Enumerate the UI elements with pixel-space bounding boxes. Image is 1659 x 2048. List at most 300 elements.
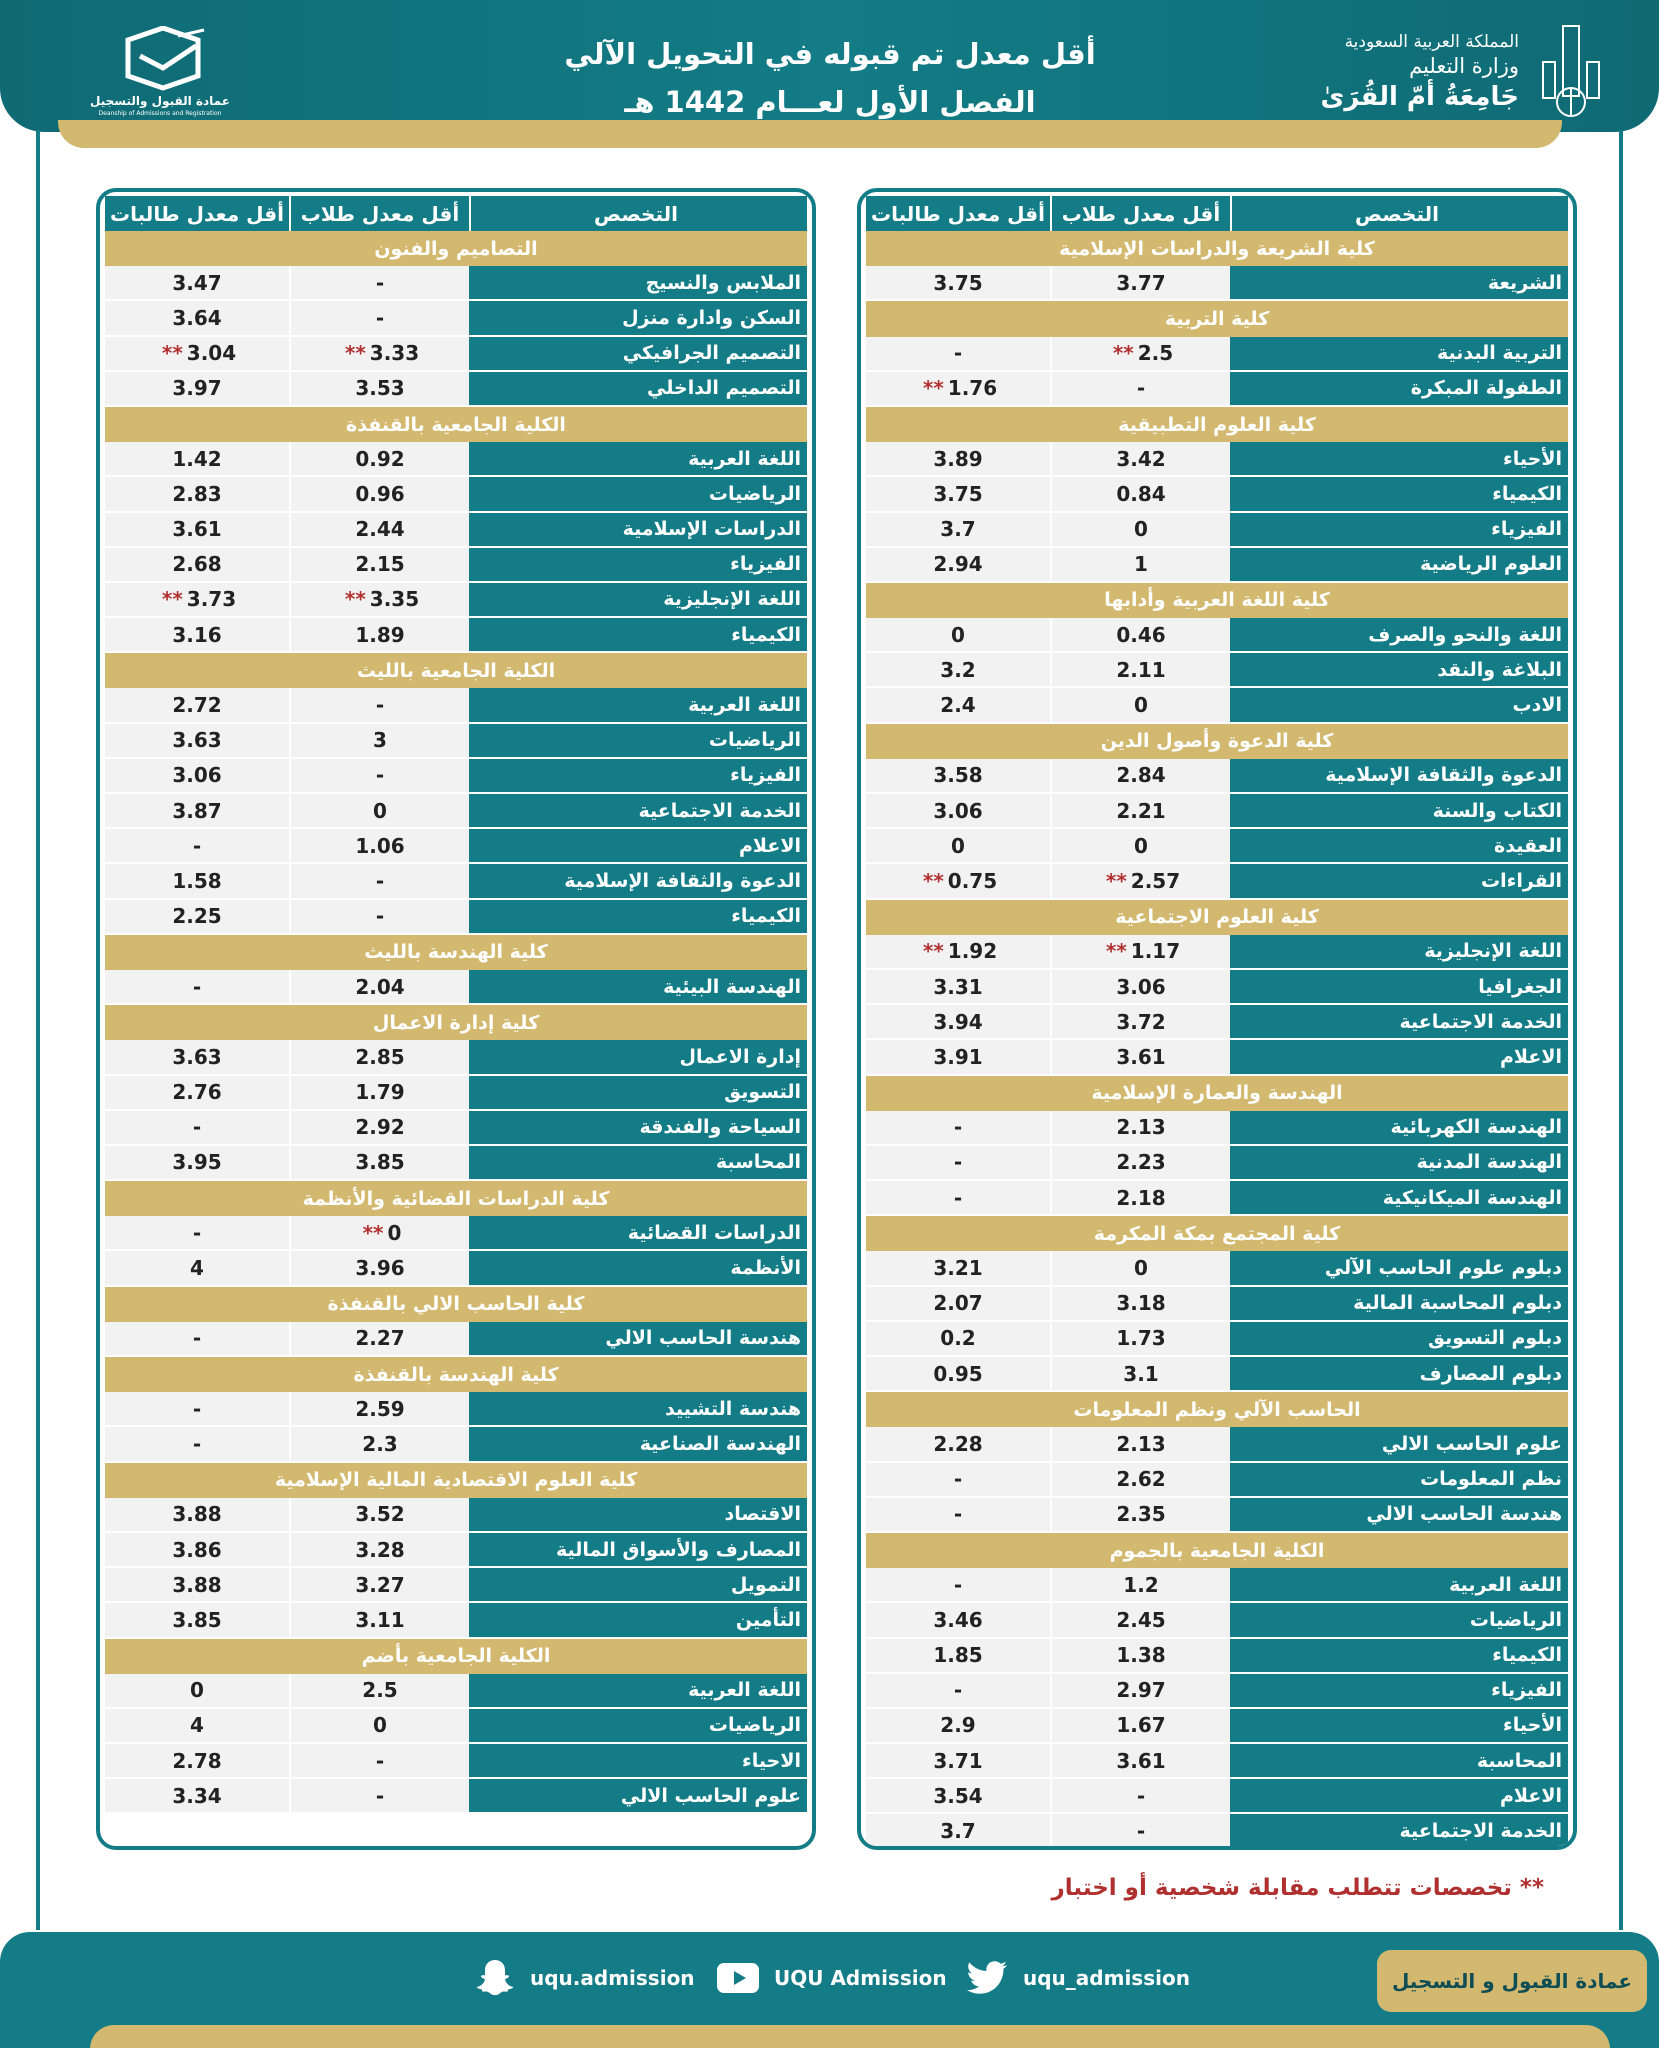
min-female-value: - — [192, 833, 202, 858]
min-female-value: 3.2 — [940, 657, 976, 682]
table-row — [105, 1111, 807, 1146]
major-name: العلوم الرياضية — [1230, 548, 1568, 583]
min-male-value-cell — [289, 337, 469, 372]
min-female-value-cell — [105, 1146, 289, 1181]
column-min-male: أقل معدل طلاب — [289, 196, 469, 231]
min-male-value: 0 — [1134, 693, 1148, 718]
table-row — [866, 1709, 1568, 1744]
major-name: الخدمة الاجتماعية — [1230, 1814, 1568, 1849]
min-male-value: 2.11 — [1116, 657, 1166, 682]
right-border-line — [1619, 130, 1623, 1930]
table-row — [866, 266, 1568, 301]
min-female-value-cell — [866, 477, 1050, 512]
min-female-value-cell — [866, 829, 1050, 864]
min-male-value-cell — [1050, 513, 1230, 548]
min-male-value: - — [1136, 1819, 1146, 1844]
min-male-value: 3.28 — [355, 1537, 405, 1562]
min-male-value: - — [375, 868, 385, 893]
table-row — [105, 266, 807, 301]
min-male-value-cell — [289, 794, 469, 829]
min-male-value: 0 — [373, 798, 387, 823]
min-male-value-cell — [289, 1603, 469, 1638]
min-female-value-cell — [866, 1005, 1050, 1040]
table-row — [105, 970, 807, 1005]
section-header: كلية اللغة العربية وأدابها — [866, 583, 1568, 618]
min-male-value-cell — [289, 1040, 469, 1075]
table-row — [105, 900, 807, 935]
min-female-value-cell — [105, 513, 289, 548]
min-female-value-cell — [105, 1603, 289, 1638]
min-female-value: 2.28 — [933, 1431, 983, 1456]
min-male-value: - — [375, 763, 385, 788]
min-female-value-cell — [866, 337, 1050, 372]
min-male-value-cell — [1050, 829, 1230, 864]
min-female-value: 3.89 — [933, 446, 983, 471]
min-male-value-cell — [1050, 266, 1230, 301]
min-male-value: 3.33 — [369, 341, 420, 366]
min-female-value: - — [192, 1220, 202, 1245]
interview-required-mark: ** — [161, 587, 183, 612]
table-row — [866, 1427, 1568, 1462]
major-name: الكيمياء — [469, 618, 807, 653]
min-male-value-cell — [1050, 1146, 1230, 1181]
min-female-value: 3.85 — [172, 1607, 222, 1632]
min-female-value: - — [192, 1115, 202, 1140]
min-female-value-cell — [105, 1427, 289, 1462]
min-female-value-cell — [105, 301, 289, 336]
min-male-value: 2.44 — [355, 517, 405, 542]
major-name: الدراسات الإسلامية — [469, 513, 807, 548]
min-male-value: 3.35 — [369, 587, 420, 612]
major-name: الاعلام — [469, 829, 807, 864]
table-row — [105, 1040, 807, 1075]
table-row — [105, 1498, 807, 1533]
major-name: التصميم الجرافيكي — [469, 337, 807, 372]
min-female-value: 0 — [190, 1678, 204, 1703]
min-male-value: 1.2 — [1123, 1572, 1159, 1597]
deanship-name-en: Deanship of Admissions and Registration — [98, 110, 222, 117]
table-row — [105, 688, 807, 723]
min-female-value-cell — [866, 1744, 1050, 1779]
interview-required-mark: ** — [922, 939, 944, 964]
section-header: الهندسة والعمارة الإسلامية — [866, 1076, 1568, 1111]
min-female-value: 3.63 — [172, 728, 222, 753]
interview-required-mark: ** — [344, 587, 366, 612]
table-row — [866, 935, 1568, 970]
column-major: التخصص — [1230, 196, 1568, 231]
major-name: الخدمة الاجتماعية — [1230, 1005, 1568, 1040]
major-name: الاحياء — [469, 1744, 807, 1779]
table-row — [105, 477, 807, 512]
table-row — [105, 337, 807, 372]
table-row — [866, 1111, 1568, 1146]
min-female-value: 2.83 — [172, 481, 222, 506]
min-male-value-cell — [289, 477, 469, 512]
min-female-value-cell — [866, 1709, 1050, 1744]
major-name: الرياضيات — [469, 477, 807, 512]
min-male-value-cell — [1050, 372, 1230, 407]
university-logo — [1320, 22, 1609, 122]
table-row — [866, 1040, 1568, 1075]
min-female-value: 1.58 — [172, 868, 222, 893]
min-female-value: 2.4 — [940, 693, 976, 718]
table-row — [866, 688, 1568, 723]
min-male-value: 1.17 — [1130, 939, 1181, 964]
min-male-value-cell — [289, 548, 469, 583]
min-male-value-cell — [1050, 1111, 1230, 1146]
major-name: الاعلام — [1230, 1779, 1568, 1814]
min-female-value: 2.07 — [933, 1291, 983, 1316]
min-male-value: 1.38 — [1116, 1643, 1166, 1668]
min-female-value: 3.06 — [933, 798, 983, 823]
section-header: الكلية الجامعية بالجموم — [866, 1533, 1568, 1568]
major-name: التربية البدنية — [1230, 337, 1568, 372]
major-name: الهندسة الميكانيكية — [1230, 1181, 1568, 1216]
section-header: الحاسب الآلي ونظم المعلومات — [866, 1392, 1568, 1427]
table-row — [105, 1076, 807, 1111]
deanship-emblem-icon — [118, 26, 208, 92]
min-male-value: 0.84 — [1116, 481, 1166, 506]
min-female-value-cell — [105, 1322, 289, 1357]
min-male-value-cell — [1050, 1322, 1230, 1357]
section-header: كلية العلوم التطبيقية — [866, 407, 1568, 442]
min-female-value: - — [192, 1431, 202, 1456]
min-female-value: 3.7 — [940, 1819, 976, 1844]
min-male-value: 2.62 — [1116, 1467, 1166, 1492]
min-female-value: 3.71 — [933, 1748, 983, 1773]
major-name: الرياضيات — [1230, 1603, 1568, 1638]
min-female-value: 3.31 — [933, 974, 983, 999]
table-row — [105, 1427, 807, 1462]
min-female-value-cell — [866, 1251, 1050, 1286]
min-male-value: 3.96 — [355, 1256, 405, 1281]
min-female-value-cell — [866, 1568, 1050, 1603]
min-male-value-cell — [289, 513, 469, 548]
min-male-value: - — [1136, 376, 1146, 401]
major-name: الاعلام — [1230, 1040, 1568, 1075]
min-male-value: 0 — [387, 1220, 402, 1245]
min-female-value-cell — [866, 442, 1050, 477]
table-row — [105, 864, 807, 899]
min-male-value: 3.77 — [1116, 270, 1166, 295]
min-female-value: 2.94 — [933, 552, 983, 577]
major-name: الهندسة الصناعية — [469, 1427, 807, 1462]
min-male-value: 2.5 — [1137, 341, 1174, 366]
min-male-value-cell — [1050, 1744, 1230, 1779]
major-name: الرياضيات — [469, 1709, 807, 1744]
min-female-value: - — [192, 974, 202, 999]
min-male-value-cell — [289, 583, 469, 618]
table-header — [105, 196, 807, 231]
min-male-value: 2.92 — [355, 1115, 405, 1140]
section-header: الكلية الجامعية بالليث — [105, 653, 807, 688]
min-male-value-cell — [1050, 1181, 1230, 1216]
min-female-value: 3.91 — [933, 1044, 983, 1069]
min-female-value-cell — [105, 618, 289, 653]
min-male-value-cell — [1050, 1287, 1230, 1322]
section-header: كلية التربية — [866, 301, 1568, 336]
min-female-value: 2.25 — [172, 904, 222, 929]
title-line-1: أقل معدل تم قبوله في التحويل الآلي — [564, 37, 1096, 71]
interview-required-mark: ** — [362, 1220, 384, 1245]
min-male-value-cell — [1050, 442, 1230, 477]
min-female-value-cell — [866, 864, 1050, 899]
major-name: الشريعة — [1230, 266, 1568, 301]
youtube-link[interactable] — [716, 1958, 947, 1998]
min-female-value: 2.78 — [172, 1748, 222, 1773]
table-row — [105, 548, 807, 583]
min-female-value-cell — [105, 1040, 289, 1075]
min-male-value: - — [375, 1783, 385, 1808]
min-male-value: 3.61 — [1116, 1044, 1166, 1069]
min-female-value-cell — [105, 1498, 289, 1533]
min-male-value-cell — [1050, 970, 1230, 1005]
major-name: المحاسبة — [1230, 1744, 1568, 1779]
min-female-value-cell — [866, 1779, 1050, 1814]
major-name: اللغة العربية — [469, 442, 807, 477]
min-male-value-cell — [1050, 618, 1230, 653]
min-female-value-cell — [866, 266, 1050, 301]
min-male-value: 3.11 — [355, 1607, 405, 1632]
table-row — [866, 1814, 1568, 1849]
major-name: الفيزياء — [1230, 513, 1568, 548]
major-name: علوم الحاسب الالي — [1230, 1427, 1568, 1462]
major-name: هندسة الحاسب الالي — [1230, 1498, 1568, 1533]
interview-required-mark: ** — [1105, 868, 1127, 893]
min-female-value-cell — [866, 513, 1050, 548]
min-male-value-cell — [1050, 1498, 1230, 1533]
min-male-value: 2.13 — [1116, 1431, 1166, 1456]
table-row — [866, 1357, 1568, 1392]
table-row — [866, 653, 1568, 688]
min-male-value: 2.57 — [1130, 868, 1181, 893]
table-row — [866, 1181, 1568, 1216]
section-header: كلية الدعوة وأصول الدين — [866, 724, 1568, 759]
min-male-value: 2.59 — [355, 1396, 405, 1421]
min-female-value: 3.06 — [172, 763, 222, 788]
min-male-value-cell — [289, 1076, 469, 1111]
min-female-value-cell — [866, 935, 1050, 970]
column-min-male: أقل معدل طلاب — [1050, 196, 1230, 231]
snapchat-icon — [474, 1957, 516, 1999]
snapchat-link[interactable] — [474, 1958, 695, 1998]
min-female-value: 3.7 — [940, 517, 976, 542]
table-row — [866, 1568, 1568, 1603]
min-male-value-cell — [289, 1427, 469, 1462]
min-female-value: 3.75 — [933, 270, 983, 295]
min-male-value: 3.42 — [1116, 446, 1166, 471]
min-female-value-cell — [105, 442, 289, 477]
major-name: الكتاب والسنة — [1230, 794, 1568, 829]
section-header: كلية العلوم الاقتصادية المالية الإسلامية — [105, 1463, 807, 1498]
deanship-name-ar: عمادة القبول والتسجيل — [90, 94, 230, 108]
major-name: دبلوم التسويق — [1230, 1322, 1568, 1357]
min-male-value: 2.85 — [355, 1044, 405, 1069]
min-male-value-cell — [289, 618, 469, 653]
min-male-value: 3.18 — [1116, 1291, 1166, 1316]
section-header: الكلية الجامعية بأضم — [105, 1639, 807, 1674]
min-female-value-cell — [105, 1744, 289, 1779]
min-female-value-cell — [105, 1111, 289, 1146]
min-male-value: 1.06 — [355, 833, 405, 858]
min-male-value-cell — [289, 372, 469, 407]
min-male-value: 0.92 — [355, 446, 405, 471]
table-row — [105, 442, 807, 477]
table-row — [866, 1251, 1568, 1286]
major-name: التأمين — [469, 1603, 807, 1638]
twitter-icon — [965, 1960, 1009, 1996]
min-female-value-cell — [866, 1287, 1050, 1322]
major-name: الدراسات القضائية — [469, 1216, 807, 1251]
min-female-value: - — [953, 1502, 963, 1527]
min-male-value-cell — [1050, 935, 1230, 970]
min-male-value-cell — [289, 1322, 469, 1357]
min-male-value-cell — [289, 1498, 469, 1533]
min-male-value: 1.89 — [355, 622, 405, 647]
min-male-value-cell — [1050, 1357, 1230, 1392]
min-male-value: - — [375, 1748, 385, 1773]
major-name: القراءات — [1230, 864, 1568, 899]
min-male-value: 2.27 — [355, 1326, 405, 1351]
min-female-value-cell — [866, 1639, 1050, 1674]
left-table — [96, 188, 816, 1850]
min-male-value-cell — [289, 301, 469, 336]
min-male-value: - — [375, 693, 385, 718]
youtube-handle: UQU Admission — [774, 1966, 947, 1990]
youtube-icon — [716, 1962, 760, 1994]
interview-required-mark: ** — [1105, 939, 1127, 964]
column-min-female: أقل معدل طالبات — [110, 201, 284, 226]
min-female-value-cell — [105, 794, 289, 829]
min-female-value-cell — [105, 1216, 289, 1251]
min-female-value: 2.9 — [940, 1713, 976, 1738]
min-female-value-cell — [866, 759, 1050, 794]
major-name: الملابس والنسيج — [469, 266, 807, 301]
min-female-value-cell — [105, 1251, 289, 1286]
footer-badge: عمادة القبول و التسجيل — [1377, 1950, 1647, 2012]
deanship-logo — [80, 26, 240, 122]
min-female-value-cell — [866, 1181, 1050, 1216]
min-female-value-cell — [105, 1709, 289, 1744]
min-female-value-cell — [105, 759, 289, 794]
section-header: كلية الهندسة بالليث — [105, 935, 807, 970]
min-male-value-cell — [289, 1216, 469, 1251]
min-male-value-cell — [289, 1251, 469, 1286]
section-header: كلية الحاسب الالي بالقنفذة — [105, 1287, 807, 1322]
min-female-value-cell — [105, 900, 289, 935]
min-female-value-cell — [866, 618, 1050, 653]
interview-required-mark: ** — [344, 341, 366, 366]
min-female-value-cell — [105, 864, 289, 899]
min-female-value-cell — [105, 688, 289, 723]
min-female-value-cell — [866, 688, 1050, 723]
min-male-value: 0 — [373, 1713, 387, 1738]
column-major: التخصص — [469, 196, 807, 231]
min-male-value: - — [375, 305, 385, 330]
table-row — [866, 618, 1568, 653]
min-male-value: 3.72 — [1116, 1009, 1166, 1034]
min-male-value: 1.79 — [355, 1080, 405, 1105]
min-female-value: 2.76 — [172, 1080, 222, 1105]
min-female-value: 3.87 — [172, 798, 222, 823]
twitter-handle: uqu_admission — [1023, 1966, 1190, 1990]
min-male-value: 2.3 — [362, 1431, 398, 1456]
min-female-value: 3.94 — [933, 1009, 983, 1034]
min-female-value: 3.61 — [172, 517, 222, 542]
major-name: الطفولة المبكرة — [1230, 372, 1568, 407]
min-female-value: 3.46 — [933, 1607, 983, 1632]
min-male-value-cell — [1050, 1674, 1230, 1709]
table-row — [105, 1533, 807, 1568]
min-male-value-cell — [289, 1111, 469, 1146]
min-male-value-cell — [1050, 759, 1230, 794]
min-female-value-cell — [866, 1357, 1050, 1392]
min-male-value: 0 — [1134, 517, 1148, 542]
table-row — [866, 1322, 1568, 1357]
min-female-value-cell — [866, 1498, 1050, 1533]
major-name: الدعوة والثقافة الإسلامية — [469, 864, 807, 899]
min-male-value: 3.27 — [355, 1572, 405, 1597]
left-border-line — [36, 130, 40, 1930]
min-female-value: 0 — [951, 833, 965, 858]
min-male-value-cell — [1050, 1005, 1230, 1040]
min-male-value-cell — [289, 1392, 469, 1427]
table-row — [866, 1005, 1568, 1040]
min-female-value-cell — [105, 1533, 289, 1568]
min-female-value: 3.54 — [933, 1783, 983, 1808]
min-female-value-cell — [866, 1427, 1050, 1462]
min-female-value: - — [953, 1185, 963, 1210]
table-row — [866, 1287, 1568, 1322]
min-male-value: 2.18 — [1116, 1185, 1166, 1210]
major-name: الأحياء — [1230, 1709, 1568, 1744]
interview-required-mark: ** — [922, 868, 944, 893]
section-header: كلية الشريعة والدراسات الإسلامية — [866, 231, 1568, 266]
min-male-value-cell — [289, 900, 469, 935]
min-female-value: 3.16 — [172, 622, 222, 647]
interview-required-mark: ** — [1112, 341, 1134, 366]
min-male-value: 3 — [373, 728, 387, 753]
major-name: اللغة العربية — [469, 1674, 807, 1709]
min-female-value: 1.42 — [172, 446, 222, 471]
min-female-value: 2.72 — [172, 693, 222, 718]
min-male-value-cell — [1050, 688, 1230, 723]
major-name: الخدمة الاجتماعية — [469, 794, 807, 829]
min-female-value: - — [953, 341, 963, 366]
table-row — [105, 1744, 807, 1779]
table-header — [866, 196, 1568, 231]
min-female-value: 1.76 — [947, 376, 998, 401]
table-row — [866, 372, 1568, 407]
min-female-value: 4 — [190, 1713, 204, 1738]
table-row — [105, 1603, 807, 1638]
min-male-value-cell — [1050, 1779, 1230, 1814]
min-male-value: 1 — [1134, 552, 1148, 577]
university-emblem-icon — [1533, 22, 1609, 118]
min-female-value: - — [953, 1115, 963, 1140]
twitter-link[interactable] — [965, 1958, 1190, 1998]
table-row — [105, 1709, 807, 1744]
min-female-value-cell — [866, 1146, 1050, 1181]
min-male-value-cell — [289, 688, 469, 723]
min-female-value-cell — [866, 970, 1050, 1005]
min-female-value-cell — [105, 1674, 289, 1709]
min-male-value-cell — [289, 1779, 469, 1814]
min-female-value: 3.63 — [172, 1044, 222, 1069]
min-male-value: - — [375, 270, 385, 295]
table-row — [105, 301, 807, 336]
major-name: الجغرافيا — [1230, 970, 1568, 1005]
